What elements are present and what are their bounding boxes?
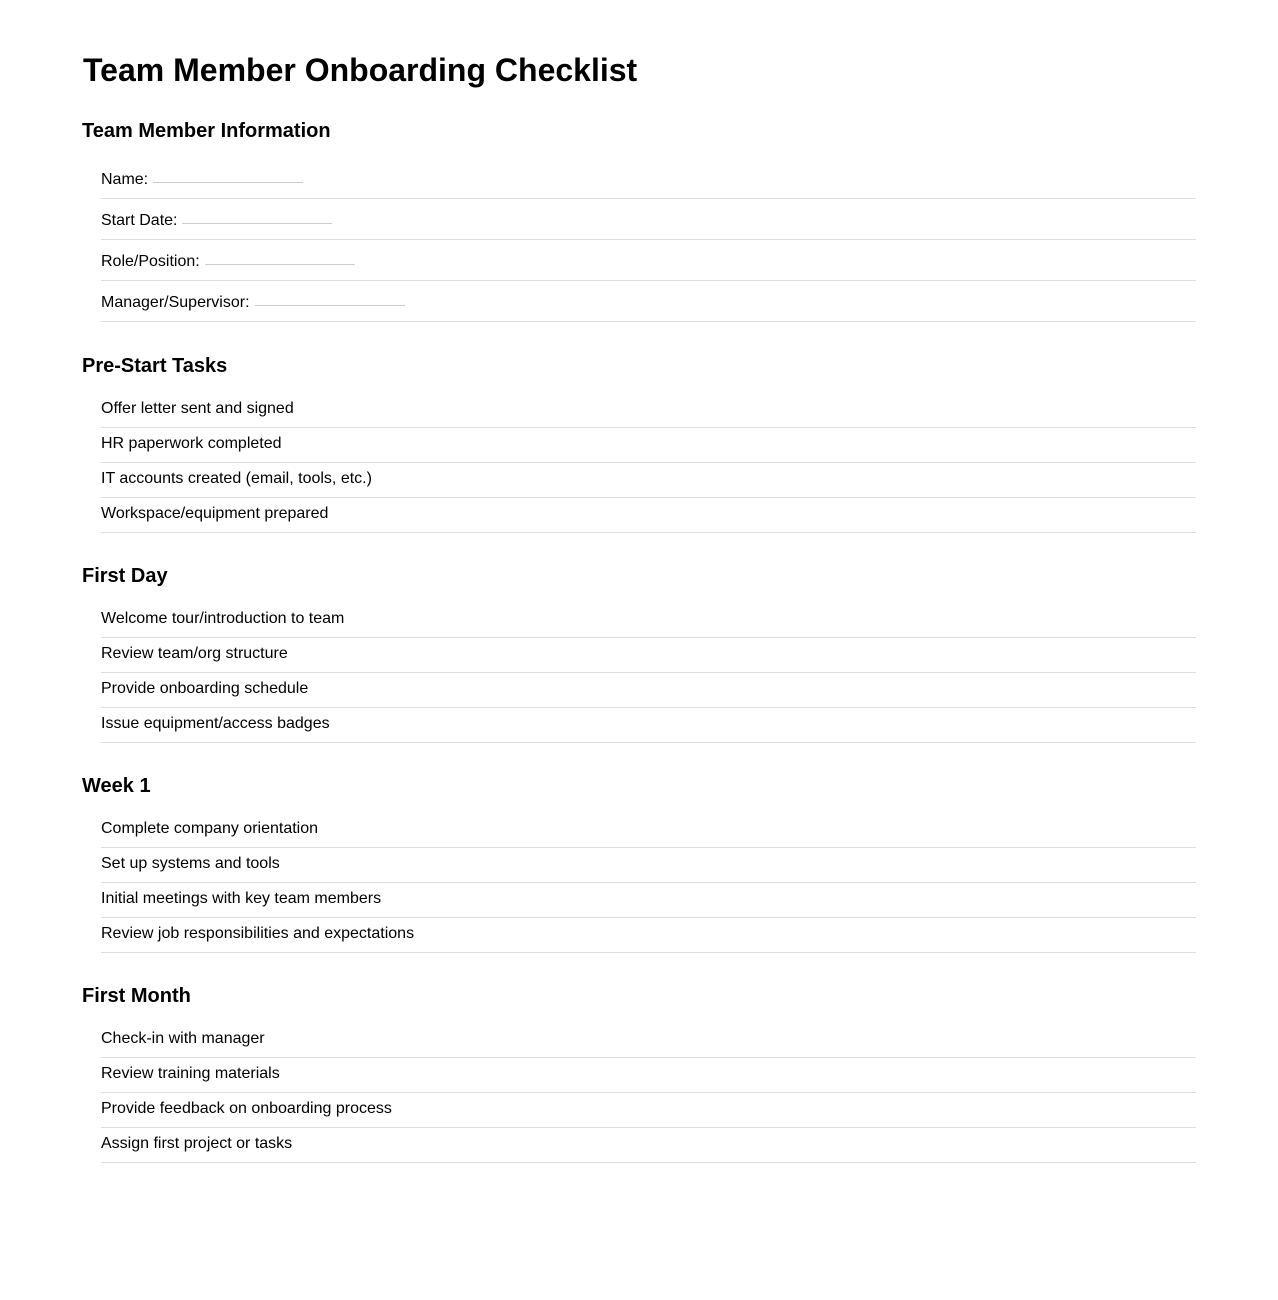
list-item: HR paperwork completed [101,428,1196,463]
info-fields-list [82,161,1196,322]
list-item: Issue equipment/access badges [101,708,1196,743]
section-heading: Team Member Information [82,120,331,142]
list-item: IT accounts created (email, tools, etc.) [101,463,1196,498]
field-row-role [101,240,1196,281]
start-date-field[interactable] [182,223,332,224]
section-heading: First Day [82,565,168,587]
field-label: Manager/Supervisor: [101,294,250,311]
name-field[interactable] [153,182,303,183]
list-item: Workspace/equipment prepared [101,498,1196,533]
list-item: Provide feedback on onboarding process [101,1093,1196,1128]
task-list [82,1023,1196,1163]
role-position-field[interactable] [205,264,355,265]
section-first-month [82,984,1196,1163]
list-item: Initial meetings with key team members [101,883,1196,918]
section-week-1 [82,774,1196,953]
list-item: Welcome tour/introduction to team [101,603,1196,638]
section-heading: First Month [82,985,191,1007]
manager-supervisor-field[interactable] [255,305,405,306]
field-row-name [101,161,1196,199]
list-item: Set up systems and tools [101,848,1196,883]
list-item: Provide onboarding schedule [101,673,1196,708]
section-first-day [82,564,1196,743]
field-row-manager [101,281,1196,322]
field-label: Start Date: [101,212,178,229]
list-item: Review job responsibilities and expectations [101,918,1196,953]
section-heading: Pre-Start Tasks [82,355,228,377]
section-pre-start-tasks [82,354,1196,533]
task-list [82,393,1196,533]
list-item: Offer letter sent and signed [101,393,1196,428]
list-item: Check-in with manager [101,1023,1196,1058]
list-item: Assign first project or tasks [101,1128,1196,1163]
page-title: Team Member Onboarding Checklist [83,52,638,88]
task-list [82,813,1196,953]
task-list [82,603,1196,743]
list-item: Complete company orientation [101,813,1196,848]
list-item: Review team/org structure [101,638,1196,673]
field-label: Role/Position: [101,253,200,270]
field-row-start-date [101,199,1196,240]
list-item: Review training materials [101,1058,1196,1093]
field-label: Name: [101,171,149,188]
section-heading: Week 1 [82,775,151,797]
section-team-member-information [82,119,1196,322]
